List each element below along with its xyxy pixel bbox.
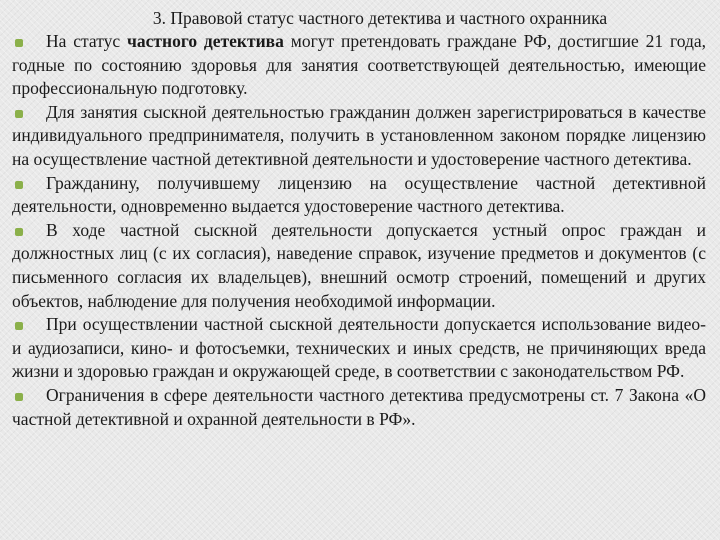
- paragraph-bold-text: частного детектива: [127, 31, 284, 51]
- slide-title: 3. Правовой статус частного детектива и частного охранника: [152, 8, 608, 28]
- bullet-paragraph: [12, 30, 706, 101]
- slide-content: [12, 30, 706, 431]
- bullet-icon: [15, 39, 23, 47]
- paragraph-text: Гражданину, получившему лицензию на осуществление частной детективной деятельности, одновременно выдается удостоверение частного детектива.: [12, 172, 706, 217]
- bullet-icon: [15, 110, 23, 118]
- paragraph-text: В ходе частной сыскной деятельности допускается устный опрос граждан и должностных лиц (с их согласия), наведение справок, изучение предметов и документов (с письменного согласия их владельцев), внешний осмотр строений, помещений и других объектов, наблюдение для получения необходимой информации.: [12, 219, 706, 311]
- bullet-icon: [15, 181, 23, 189]
- bullet-icon: [15, 322, 23, 330]
- paragraph-text: Для занятия сыскной деятельностью гражданин должен зарегистрироваться в качестве индивидуального предпринимателя, получить в установленном законом порядке лицензию на осуществление частной детективной деятельности и удостоверение частного детектива.: [12, 101, 706, 169]
- paragraph-text: могут претендовать граждане РФ, достигшие 21 года, годные по состоянию здоровья для занятия соответствующей деятельностью, имеющие профессиональную подготовку.: [12, 31, 706, 99]
- bullet-icon: [15, 228, 23, 236]
- paragraph-text: Ограничения в сфере деятельности частного детектива предусмотрены ст. 7 Закона «О частной детективной и охранной деятельности в РФ».: [12, 384, 706, 429]
- paragraph-text: На статус: [46, 31, 127, 51]
- bullet-paragraph: [12, 101, 706, 172]
- bullet-paragraph: [12, 384, 706, 431]
- bullet-icon: [15, 393, 23, 401]
- bullet-paragraph: [12, 219, 706, 313]
- bullet-paragraph: [12, 313, 706, 384]
- bullet-paragraph: [12, 172, 706, 219]
- paragraph-text: При осуществлении частной сыскной деятельности допускается использование видео- и аудиозаписи, кино- и фотосъемки, технических и иных средств, не причиняющих вреда жизни и здоровью граждан и окружающей среде, в соответствии с законодательством РФ.: [12, 314, 706, 382]
